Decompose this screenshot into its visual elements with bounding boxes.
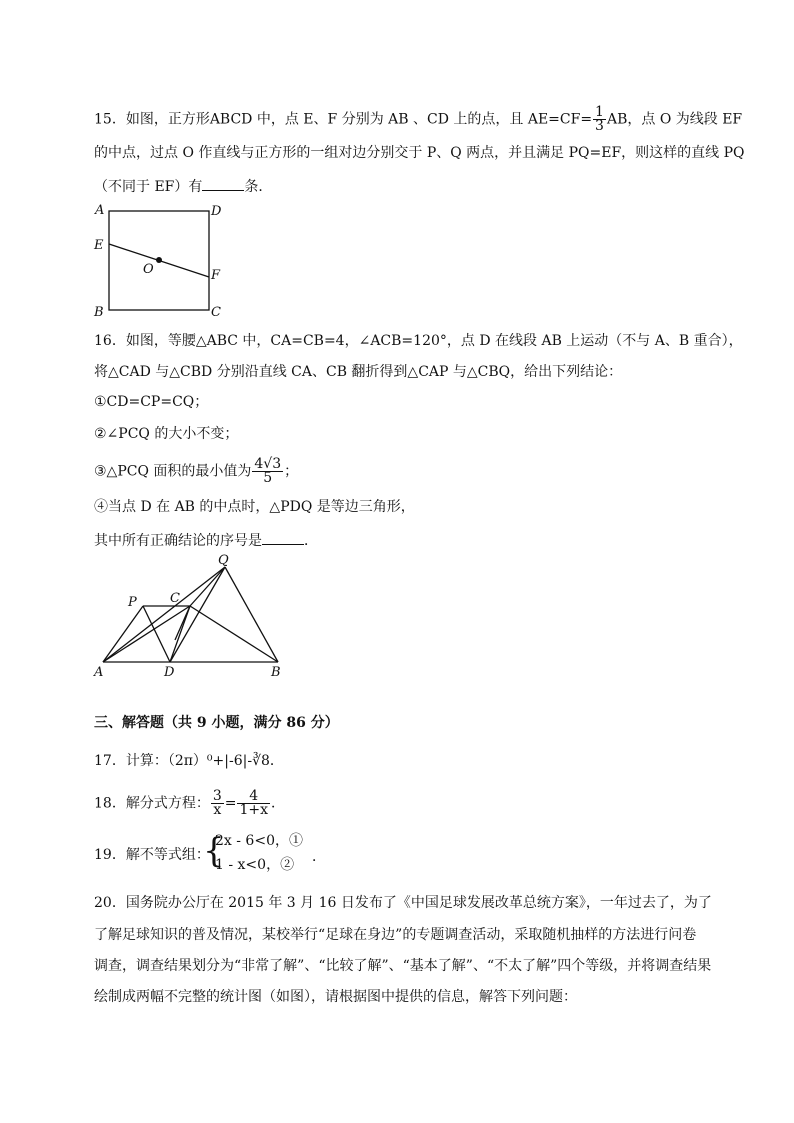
q15-line3: （不同于 EF）有 条． — [94, 176, 272, 196]
q15-answer-blank — [202, 176, 244, 191]
q16-conclusion-3: ③△PCQ 面积的最小值为 $\frac{4√3}{5}$ ； — [94, 456, 299, 486]
q16-ask: 其中所有正确结论的序号是 ． — [94, 530, 318, 550]
q19-row1: 2x - 6<0，① — [215, 833, 303, 849]
section-3-heading: 三、解答题（共 9 小题，满分 86 分） — [94, 715, 339, 731]
q15-text-a: 15．如图，正方形ABCD 中，点 E、F 分别为 AB 、CD 上的点，且 AE=CF= — [94, 111, 593, 128]
q20-line2: 了解足球知识的普及情况，某校举行“足球在身边”的专题调查活动，采取随机抽样的方法进行问卷 — [94, 927, 697, 943]
q19-end: ． — [312, 849, 326, 865]
q15-label-E: E — [94, 238, 104, 253]
q15-label-O: O — [143, 262, 154, 277]
q15-label-C: C — [211, 305, 221, 320]
q15-label-F: F — [211, 268, 221, 283]
q16-label-P: P — [128, 595, 137, 610]
q16-label-A: A — [94, 665, 104, 680]
q20-line3: 调查，调查结果划分为“非常了解”、“比较了解”、“基本了解”、“不太了解”四个等级，并将调查结果 — [94, 958, 712, 974]
q16-answer-blank — [262, 530, 304, 545]
q16-line2: 将△CAD 与△CBD 分别沿直线 CA、CB 翻折得到△CAP 与△CBQ，给出下列结论： — [94, 364, 623, 380]
q16-conclusion-2: ②∠PCQ 的大小不变； — [94, 426, 239, 442]
q16-label-Q: Q — [218, 553, 229, 568]
q18: 18．解分式方程： $\frac{3}{x}$ = $\frac{4}{1+x}$ ． — [94, 788, 286, 818]
q15-label-B: B — [94, 305, 104, 320]
q17: 17．计算：（2π）⁰+|-6|-∛8． — [94, 753, 284, 769]
q15-text-b: AB，点 O 为线段 EF — [606, 111, 743, 128]
q20-line1: 20．国务院办公厅在 2015 年 3 月 16 日发布了《中国足球发展改革总统方案》，一年过去了，为了 — [94, 895, 712, 911]
q16-conclusion-1: ①CD=CP=CQ； — [94, 394, 209, 410]
q15-line1 — [94, 106, 742, 133]
q15-fraction: $\frac{1}{3}$ — [595, 104, 604, 134]
q16-label-C: C — [170, 591, 180, 606]
q15-line2: 的中点，过点 O 作直线与正方形的一组对边分别交于 P、Q 两点，并且满足 PQ=EF，则这样的直线 PQ — [94, 145, 745, 161]
q16-label-D: D — [164, 665, 175, 680]
q16-line1: 16．如图，等腰△ABC 中，CA=CB=4，∠ACB=120°，点 D 在线段 AB 上运动（不与 A、B 重合）， — [94, 333, 743, 349]
q15-figure-square — [90, 198, 240, 323]
q19-label: 19．解不等式组： — [94, 847, 210, 863]
q15-label-A: A — [95, 203, 105, 218]
q18-fraction-right: $\frac{4}{1+x}$ — [239, 788, 269, 818]
q16-conclusion-4: ④当点 D 在 AB 的中点时，△PDQ 是等边三角形， — [94, 499, 415, 515]
q20-line4: 绘制成两幅不完整的统计图（如图），请根据图中提供的信息，解答下列问题： — [94, 989, 577, 1005]
q19-row2: 1 - x<0，② — [215, 857, 295, 873]
q18-fraction-left: $\frac{3}{x}$ — [212, 788, 222, 818]
q16-label-B: B — [271, 665, 281, 680]
q16-figure-triangle — [90, 550, 300, 685]
q19-brace: { — [203, 831, 225, 871]
q16-fraction: $\frac{4√3}{5}$ — [254, 456, 282, 486]
q15-label-D: D — [211, 204, 222, 219]
